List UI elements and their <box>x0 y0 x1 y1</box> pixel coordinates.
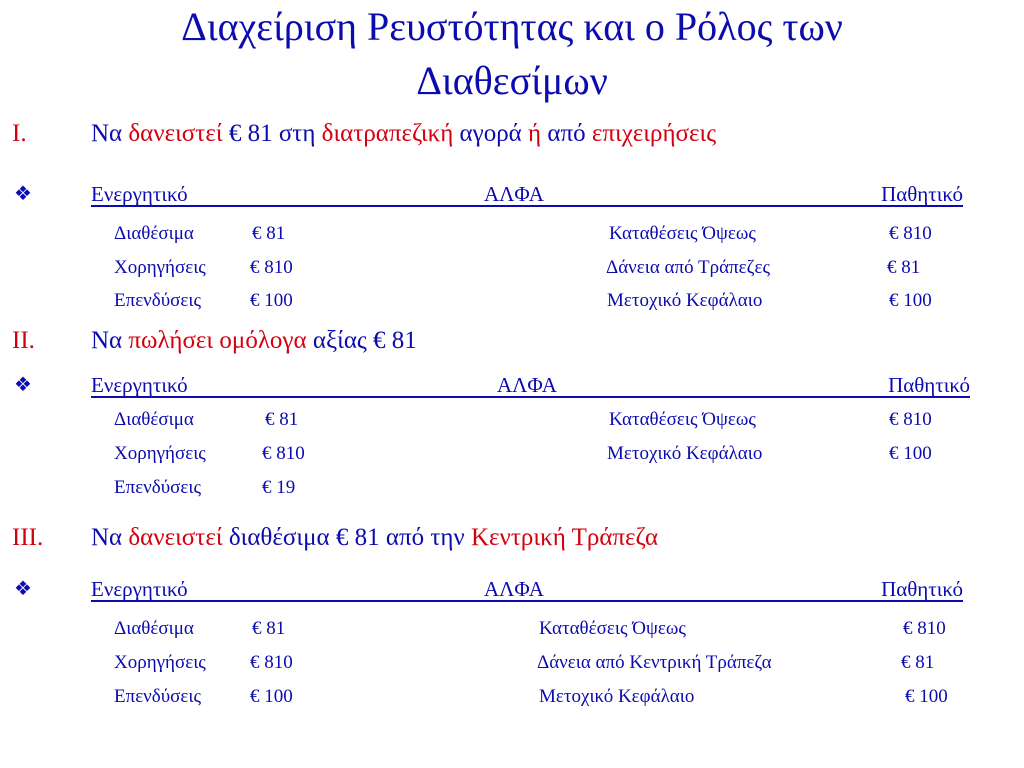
asset-label: Διαθέσιμα <box>114 223 194 244</box>
header-liabilities-label: Παθητικό <box>888 373 970 397</box>
liability-value: € 100 <box>889 290 932 311</box>
balance-sheet-header <box>91 372 970 398</box>
asset-value: € 19 <box>262 477 296 498</box>
asset-value: € 81 <box>265 409 299 430</box>
heading-segment: Να <box>91 524 129 551</box>
section-heading <box>91 326 417 356</box>
page-title-line1: Διαχείριση Ρευστότητας και ο Ρόλος των <box>181 4 843 49</box>
asset-value: € 100 <box>250 686 293 707</box>
asset-value: € 100 <box>250 290 293 311</box>
header-assets-label: Ενεργητικό <box>91 577 188 601</box>
heading-segment: € 81 στη <box>222 120 322 147</box>
heading-segment: Να <box>91 120 129 147</box>
liability-value: € 81 <box>901 652 935 673</box>
asset-value: € 810 <box>250 652 293 673</box>
liability-value: € 810 <box>903 618 946 639</box>
liability-label: Μετοχικό Κεφάλαιο <box>607 443 763 464</box>
heading-segment: Κεντρική Τράπεζα <box>471 524 659 551</box>
liability-label: Καταθέσεις Όψεως <box>539 618 686 639</box>
liability-value: € 81 <box>887 257 921 278</box>
asset-value: € 810 <box>250 257 293 278</box>
header-liabilities-label: Παθητικό <box>881 577 963 601</box>
section-heading <box>91 523 658 553</box>
asset-label: Διαθέσιμα <box>114 409 194 430</box>
header-assets-label: Ενεργητικό <box>91 373 188 397</box>
page-title-line2: Διαθεσίμων <box>416 58 608 103</box>
heading-segment: Να <box>91 327 129 354</box>
heading-segment: αξίας € 81 <box>306 327 417 354</box>
heading-segment: δανειστεί <box>128 120 223 147</box>
liability-value: € 810 <box>889 223 932 244</box>
liability-label: Δάνεια από Τράπεζες <box>606 257 770 278</box>
section-numeral: II. <box>12 327 35 354</box>
asset-label: Χορηγήσεις <box>114 257 206 278</box>
liability-value: € 810 <box>889 409 932 430</box>
heading-segment: επιχειρήσεις <box>591 120 717 147</box>
asset-value: € 81 <box>252 223 286 244</box>
heading-segment: πωλήσει ομόλογα <box>128 327 307 354</box>
section-numeral: I. <box>12 120 27 147</box>
asset-label: Χορηγήσεις <box>114 652 206 673</box>
asset-label: Χορηγήσεις <box>114 443 206 464</box>
header-liabilities-label: Παθητικό <box>881 182 963 206</box>
liability-label: Δάνεια από Κεντρική Τράπεζα <box>537 652 772 673</box>
asset-label: Επενδύσεις <box>114 477 201 498</box>
liability-value: € 100 <box>905 686 948 707</box>
heading-segment: δανειστεί <box>128 524 223 551</box>
asset-value: € 81 <box>252 618 286 639</box>
liability-label: Μετοχικό Κεφάλαιο <box>607 290 763 311</box>
balance-sheet-header <box>91 576 963 602</box>
header-bank-name: ΑΛΦΑ <box>484 182 544 206</box>
section-numeral: III. <box>12 524 44 551</box>
bullet-diamond-icon: ❖ <box>14 374 32 396</box>
asset-label: Επενδύσεις <box>114 290 201 311</box>
section-heading <box>91 119 716 149</box>
heading-segment: διατραπεζική <box>321 120 454 147</box>
header-assets-label: Ενεργητικό <box>91 182 188 206</box>
header-bank-name: ΑΛΦΑ <box>484 577 544 601</box>
header-bank-name: ΑΛΦΑ <box>497 373 557 397</box>
heading-segment: αγορά <box>453 120 529 147</box>
asset-value: € 810 <box>262 443 305 464</box>
bullet-diamond-icon: ❖ <box>14 183 32 205</box>
bullet-diamond-icon: ❖ <box>14 578 32 600</box>
liability-value: € 100 <box>889 443 932 464</box>
heading-segment: από <box>541 120 592 147</box>
liability-label: Καταθέσεις Όψεως <box>609 223 756 244</box>
liability-label: Καταθέσεις Όψεως <box>609 409 756 430</box>
asset-label: Διαθέσιμα <box>114 618 194 639</box>
balance-sheet-header <box>91 181 963 207</box>
asset-label: Επενδύσεις <box>114 686 201 707</box>
heading-segment: διαθέσιμα € 81 από την <box>222 524 471 551</box>
liability-label: Μετοχικό Κεφάλαιο <box>539 686 695 707</box>
heading-segment: ή <box>528 120 542 147</box>
